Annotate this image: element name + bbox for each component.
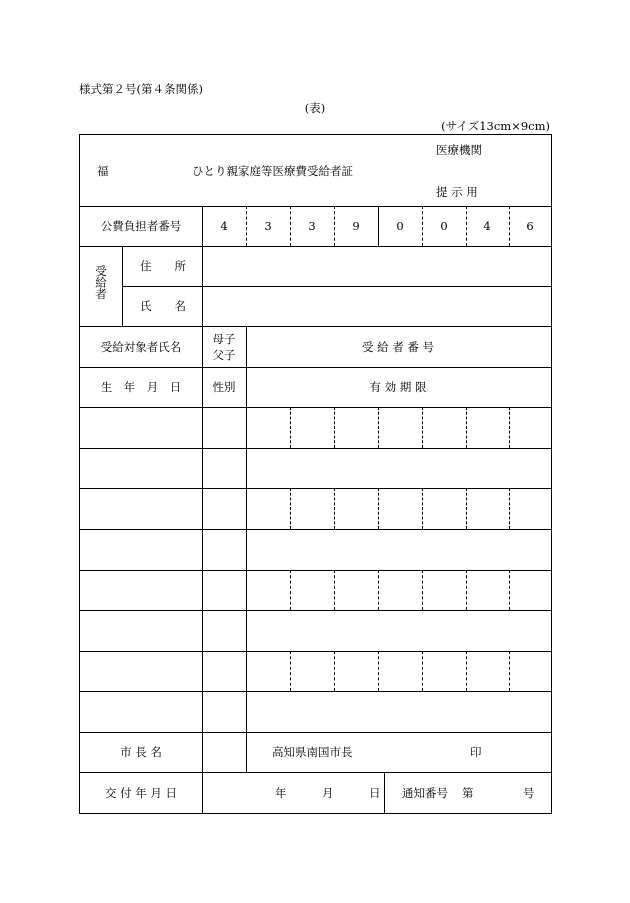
subject-name-header: 受給対象者氏名 [100, 340, 182, 354]
digit-divider [334, 651, 335, 691]
col-divider [202, 206, 203, 246]
row-divider [80, 407, 551, 408]
side-label: (表) [304, 101, 326, 115]
digit-divider [290, 407, 291, 448]
digit-divider [246, 206, 247, 246]
digit-divider [334, 407, 335, 448]
recipient-number-header: 受 給 者 番 号 [361, 340, 435, 354]
family-type-mother: 母子 [212, 332, 236, 346]
row-divider [80, 732, 551, 733]
digit-divider [466, 206, 467, 246]
sex-header: 性別 [212, 380, 236, 394]
digit-divider [378, 488, 379, 529]
digit-divider [422, 570, 423, 610]
month-label: 月 [322, 786, 334, 800]
row-divider [80, 488, 551, 489]
digit-divider [290, 570, 291, 610]
payer-digit: 0 [440, 219, 448, 233]
payer-digit: 9 [352, 219, 360, 233]
col-divider [384, 772, 385, 813]
mayor-label: 市 長 名 [120, 745, 162, 759]
row-divider [80, 651, 551, 652]
provider-label: 医療機関 [436, 143, 482, 157]
recipient-group-label: 受給者 [94, 265, 108, 300]
birth-date-header: 生 年 月 日 [100, 380, 182, 394]
row-divider [122, 286, 551, 287]
row-divider [80, 206, 551, 207]
row-divider [80, 570, 551, 571]
year-label: 年 [275, 786, 287, 800]
row-divider [80, 529, 551, 530]
digit-divider [334, 488, 335, 529]
certificate-title: ひとり親家庭等医療費受給者証 [192, 164, 353, 178]
name-label: 氏 名 [140, 299, 186, 313]
digit-divider [422, 651, 423, 691]
digit-divider [509, 407, 510, 448]
row-divider [80, 448, 551, 449]
seal-mark: 印 [470, 745, 482, 759]
notice-number-label: 通知番号 [402, 786, 448, 800]
address-label: 住 所 [140, 259, 186, 273]
digit-divider [509, 488, 510, 529]
col-divider [246, 326, 247, 772]
digit-divider [378, 407, 379, 448]
col-divider [202, 326, 203, 772]
family-type-father: 父子 [212, 348, 236, 362]
payer-digit: 3 [264, 219, 272, 233]
welfare-mark: 福 [97, 164, 109, 178]
digit-divider [334, 570, 335, 610]
digit-divider [290, 206, 291, 246]
digit-divider [466, 570, 467, 610]
form-number: 様式第２号(第４条関係) [79, 82, 203, 96]
notice-prefix: 第 [462, 786, 474, 800]
size-note: (サイズ13cm×9cm) [441, 119, 550, 133]
digit-divider [509, 651, 510, 691]
digit-divider [378, 570, 379, 610]
row-divider [80, 772, 551, 773]
digit-divider [466, 407, 467, 448]
day-label: 日 [369, 786, 381, 800]
mayor-name: 高知県南国市長 [272, 745, 353, 759]
notice-suffix: 号 [523, 786, 535, 800]
row-divider [80, 610, 551, 611]
payer-digit: 4 [220, 219, 228, 233]
row-divider [80, 246, 551, 247]
col-divider [378, 206, 379, 246]
digit-divider [466, 488, 467, 529]
col-divider [122, 246, 123, 326]
validity-header: 有 効 期 限 [369, 380, 427, 394]
certificate-form [79, 134, 552, 814]
col-divider [202, 246, 203, 326]
digit-divider [334, 206, 335, 246]
digit-divider [422, 488, 423, 529]
payer-number-label: 公費負担者番号 [100, 219, 182, 233]
payer-digit: 4 [483, 219, 491, 233]
digit-divider [422, 407, 423, 448]
digit-divider [378, 651, 379, 691]
col-divider [202, 732, 203, 813]
payer-digit: 6 [526, 219, 534, 233]
row-divider [80, 326, 551, 327]
digit-divider [509, 206, 510, 246]
digit-divider [290, 488, 291, 529]
row-divider [80, 691, 551, 692]
payer-digit: 0 [396, 219, 404, 233]
row-divider [80, 367, 551, 368]
issue-date-label: 交 付 年 月 日 [104, 786, 178, 800]
digit-divider [290, 651, 291, 691]
digit-divider [466, 651, 467, 691]
digit-divider [509, 570, 510, 610]
presentation-label: 提 示 用 [436, 185, 478, 199]
digit-divider [422, 206, 423, 246]
payer-digit: 3 [308, 219, 316, 233]
